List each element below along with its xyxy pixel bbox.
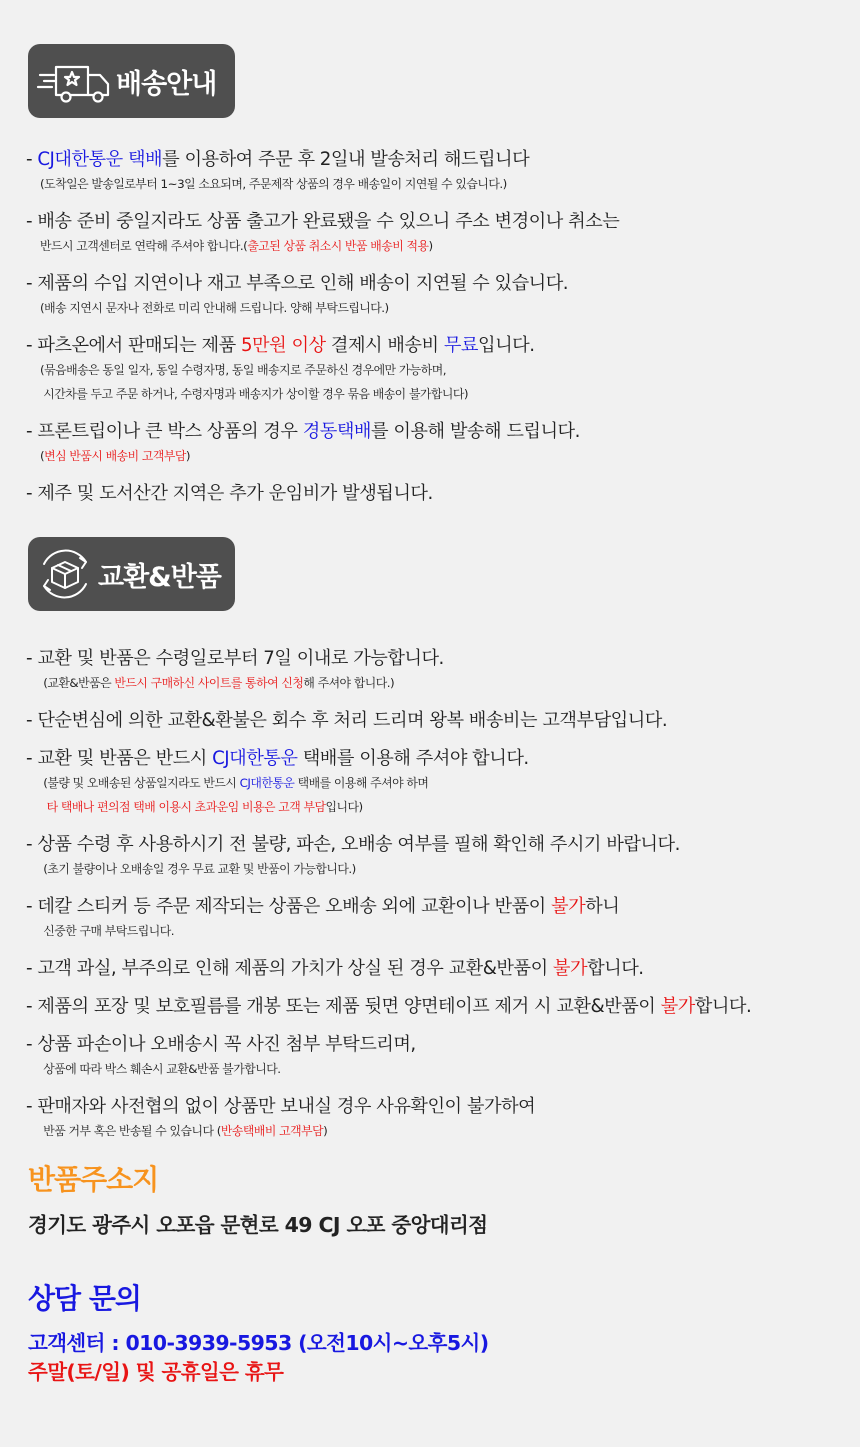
text-segment: - xyxy=(26,149,38,170)
list-item-line xyxy=(26,1119,846,1143)
list-item xyxy=(26,482,846,506)
contact-title: 상담 문의 xyxy=(28,1282,141,1315)
list-item-line xyxy=(26,210,846,234)
text-segment: 를 이용해 발송해 드립니다. xyxy=(371,421,580,442)
text-segment: 시간차를 두고 주문 하거나, 수령자명과 배송지가 상이할 경우 묶음 배송이 불가합니다) xyxy=(40,387,469,401)
list-item-line xyxy=(26,919,846,943)
list-item-line xyxy=(26,1095,846,1119)
list-item-line xyxy=(26,482,846,506)
text-segment: (초기 불량이나 오배송일 경우 무료 교환 및 반품이 가능합니다.) xyxy=(40,862,356,876)
list-item-line xyxy=(26,1033,846,1057)
list-item-line xyxy=(26,296,846,320)
list-item-line xyxy=(26,334,846,358)
list-item-line xyxy=(26,148,846,172)
text-segment: 신중한 구매 부탁드립니다. xyxy=(40,924,174,938)
text-segment: - 제품의 포장 및 보호필름를 개봉 또는 제품 뒷면 양면테이프 제거 시 교환&반품이 xyxy=(26,996,661,1017)
text-segment: - 상품 파손이나 오배송시 꼭 사진 첨부 부탁드리며, xyxy=(26,1034,416,1055)
list-item xyxy=(26,833,846,881)
contact-holiday: 주말(토/일) 및 공휴일은 휴무 xyxy=(28,1360,284,1384)
highlight-text: 변심 반품시 배송비 고객부담 xyxy=(44,449,186,463)
list-item xyxy=(26,1095,846,1143)
text-segment: - 제품의 수입 지연이나 재고 부족으로 인해 배송이 지연될 수 있습니다. xyxy=(26,273,569,294)
text-segment: 합니다. xyxy=(694,996,752,1017)
list-item-line xyxy=(26,771,846,795)
highlight-text: 5만원 이상 xyxy=(240,335,326,356)
text-segment: 입니다. xyxy=(478,335,535,356)
list-item xyxy=(26,747,846,819)
list-item xyxy=(26,995,846,1019)
exchange-title: 교환&반품 xyxy=(98,561,221,593)
list-item-line xyxy=(26,272,846,296)
list-item-line xyxy=(26,995,846,1019)
delivery-truck-icon xyxy=(34,51,114,111)
highlight-text: CJ대한통운 xyxy=(212,748,298,769)
text-segment: ) xyxy=(185,449,190,463)
text-segment: - 배송 준비 중일지라도 상품 출고가 완료됐을 수 있으니 주소 변경이나 취소는 xyxy=(26,211,620,232)
return-box-icon xyxy=(34,544,96,604)
text-segment: 결제시 배송비 xyxy=(325,335,444,356)
list-item-line xyxy=(26,957,846,981)
list-item-line xyxy=(26,1057,846,1081)
exchange-info-list xyxy=(26,647,846,1157)
highlight-text: 출고된 상품 취소시 반품 배송비 적용 xyxy=(247,239,429,253)
text-segment: 입니다) xyxy=(325,800,363,814)
return-address-title: 반품주소지 xyxy=(28,1163,159,1196)
text-segment: 를 이용하여 주문 후 2일내 발송처리 해드립니다 xyxy=(162,149,530,170)
text-segment: - 교환 및 반품은 반드시 xyxy=(26,748,213,769)
highlight-text: 불가 xyxy=(552,958,588,979)
text-segment: 합니다. xyxy=(587,958,644,979)
highlight-text: CJ대한통운 택배 xyxy=(37,149,163,170)
highlight-text: 반송택배비 고객부담 xyxy=(220,1124,324,1138)
contact-phone: 고객센터 : 010-3939-5953 (오전10시~오후5시) xyxy=(28,1331,489,1355)
text-segment: (도착일은 발송일로부터 1~3일 소요되며, 주문제작 상품의 경우 배송일이 지연될 수 있습니다.) xyxy=(40,177,507,191)
list-item xyxy=(26,709,846,733)
list-item-line xyxy=(26,382,846,406)
list-item-line xyxy=(26,420,846,444)
text-segment: 택배를 이용해 주셔야 하며 xyxy=(294,776,429,790)
list-item-line xyxy=(26,747,846,771)
list-item xyxy=(26,148,846,196)
list-item-line xyxy=(26,709,846,733)
text-segment: - 파츠온에서 판매되는 제품 xyxy=(26,335,241,356)
text-segment: - 판매자와 사전협의 없이 상품만 보내실 경우 사유확인이 불가하여 xyxy=(26,1096,536,1117)
text-segment: - 상품 수령 후 사용하시기 전 불량, 파손, 오배송 여부를 필해 확인해 주시기 바랍니다. xyxy=(26,834,680,855)
shipping-title: 배송안내 xyxy=(116,68,217,100)
text-segment: - 교환 및 반품은 수령일로부터 7일 이내로 가능합니다. xyxy=(26,648,444,669)
list-item xyxy=(26,210,846,258)
highlight-text: 타 택배나 편의점 택배 이용시 초과운임 비용은 고객 부담 xyxy=(46,800,326,814)
list-item-line xyxy=(26,857,846,881)
list-item xyxy=(26,895,846,943)
list-item-line xyxy=(26,234,846,258)
text-segment: - 단순변심에 의한 교환&환불은 회수 후 처리 드리며 왕복 배송비는 고객부담입니다. xyxy=(26,710,668,731)
text-segment: (묶음배송은 동일 일자, 동일 수령자명, 동일 배송지로 주문하신 경우에만 가능하며, xyxy=(40,363,447,377)
highlight-text: CJ대한통운 xyxy=(239,776,295,790)
list-item-line xyxy=(26,795,846,819)
list-item xyxy=(26,334,846,406)
shipping-badge xyxy=(28,44,235,118)
text-segment: - 데칼 스티커 등 주문 제작되는 상품은 오배송 외에 교환이나 반품이 xyxy=(26,896,552,917)
list-item xyxy=(26,1033,846,1081)
list-item-line xyxy=(26,671,846,695)
list-item-line xyxy=(26,833,846,857)
shipping-info-list xyxy=(26,148,846,520)
text-segment: 하니 xyxy=(585,896,620,917)
exchange-badge xyxy=(28,537,235,611)
text-segment: 해 주셔야 합니다.) xyxy=(303,676,395,690)
list-item-line xyxy=(26,444,846,468)
text-segment: - 고객 과실, 부주의로 인해 제품의 가치가 상실 된 경우 교환&반품이 xyxy=(26,958,553,979)
list-item-line xyxy=(26,647,846,671)
highlight-text: 경동택배 xyxy=(302,421,371,442)
text-segment: 상품에 따라 박스 훼손시 교환&반품 불가합니다. xyxy=(40,1062,281,1076)
text-segment: 택배를 이용해 주셔야 합니다. xyxy=(297,748,529,769)
text-segment: (교환&반품은 xyxy=(40,676,115,690)
highlight-text: 불가 xyxy=(660,996,695,1017)
text-segment: - 프론트립이나 큰 박스 상품의 경우 xyxy=(26,421,303,442)
list-item xyxy=(26,272,846,320)
text-segment: (불량 및 오배송된 상품일지라도 반드시 xyxy=(40,776,240,790)
text-segment: (배송 지연시 문자나 전화로 미리 안내해 드립니다. 양해 부탁드립니다.) xyxy=(40,301,389,315)
highlight-text: 무료 xyxy=(443,335,478,356)
text-segment: ( xyxy=(40,449,45,463)
text-segment: ) xyxy=(428,239,433,253)
text-segment: 반품 거부 혹은 반송될 수 있습니다 ( xyxy=(40,1124,221,1138)
highlight-text: 반드시 구매하신 사이트를 통하여 신청 xyxy=(114,676,304,690)
list-item-line xyxy=(26,172,846,196)
list-item-line xyxy=(26,895,846,919)
text-segment: - 제주 및 도서산간 지역은 추가 운임비가 발생됩니다. xyxy=(26,483,433,504)
highlight-text: 불가 xyxy=(551,896,586,917)
text-segment: ) xyxy=(323,1124,328,1138)
text-segment: 반드시 고객센터로 연락해 주셔야 합니다.( xyxy=(40,239,248,253)
list-item xyxy=(26,420,846,468)
list-item xyxy=(26,647,846,695)
return-address: 경기도 광주시 오포읍 문현로 49 CJ 오포 중앙대리점 xyxy=(28,1213,488,1237)
list-item-line xyxy=(26,358,846,382)
list-item xyxy=(26,957,846,981)
